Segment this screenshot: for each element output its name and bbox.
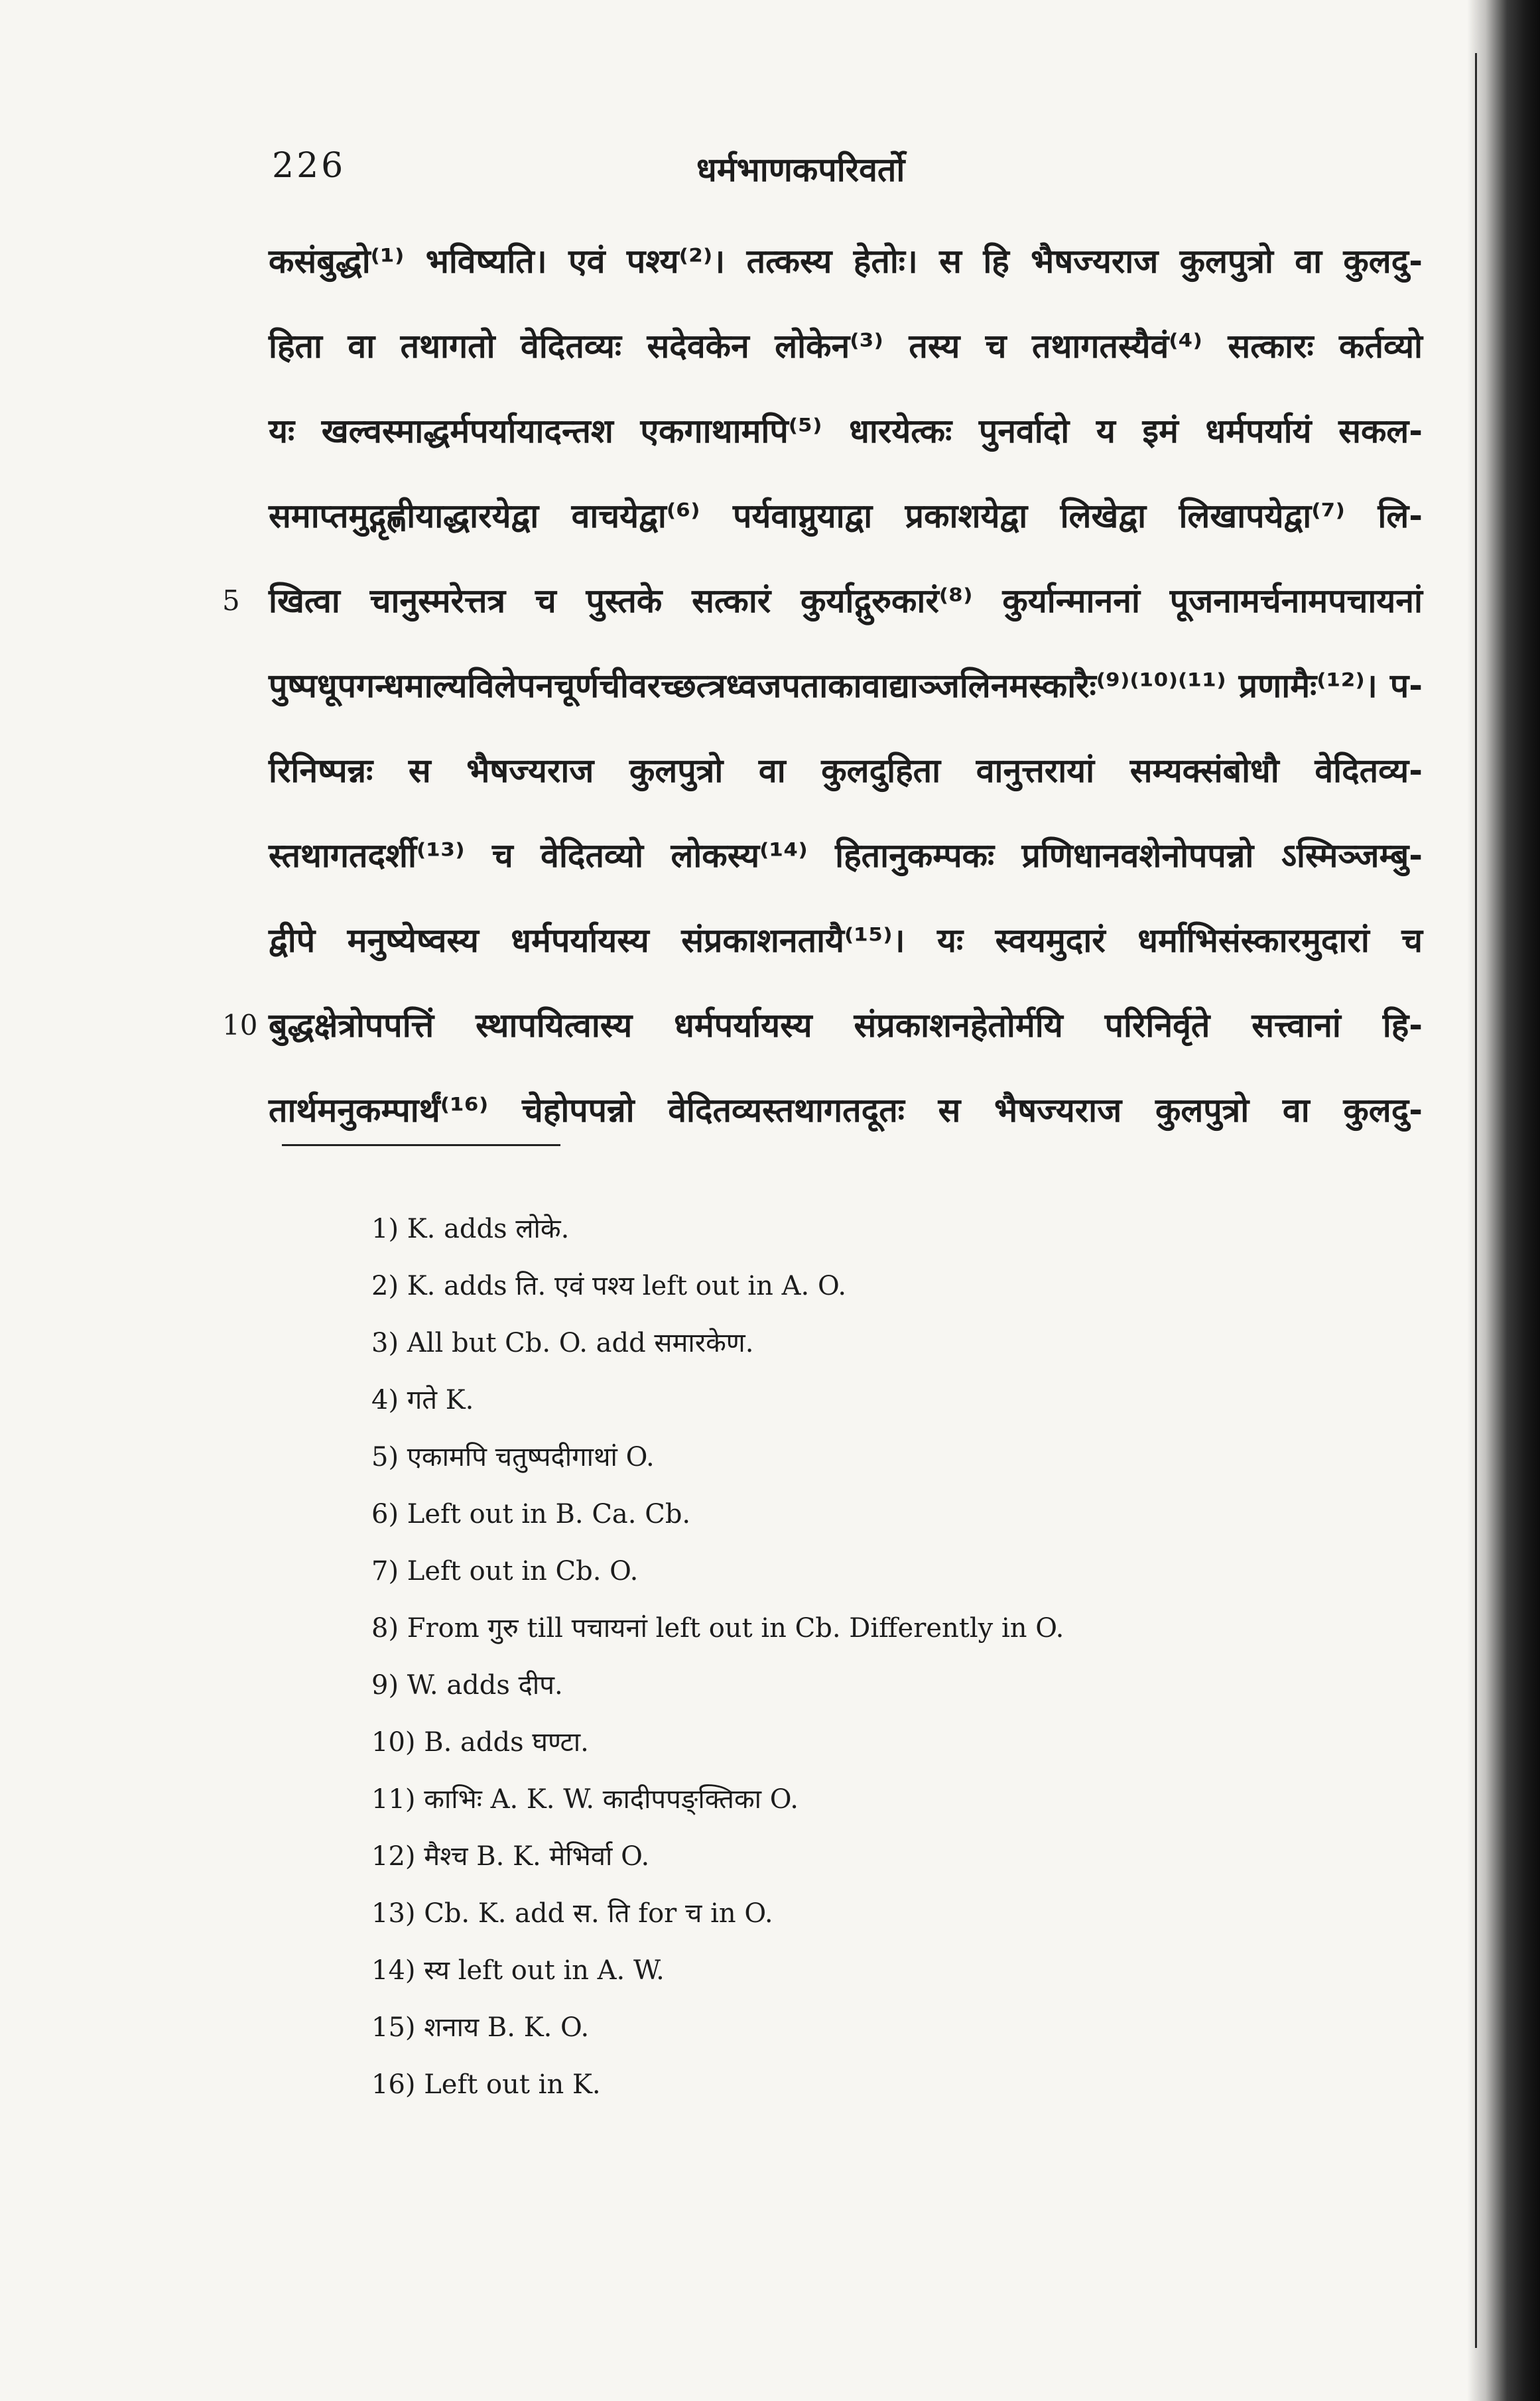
line-text: स्तथागतदर्शी⁽¹³⁾ च वेदितव्यो लोकस्य⁽¹⁴⁾ हितानुकम्पकः प्रणिधानवशेनोपपन्नो ऽस्मिञ्जम्बु- (269, 836, 1423, 875)
line-text: हिता वा तथागतो वेदितव्यः सदेवकेन लोकेन⁽³⁾ तस्य च तथागतस्यैवं⁽⁴⁾ सत्कारः कर्तव्यो (269, 327, 1423, 365)
page-header (272, 146, 1413, 206)
footnote: 8) From गुरु till पचायनां left out in Cb. Differently in O. (371, 1613, 1064, 1644)
page-number: 226 (272, 146, 346, 186)
footnote: 16) Left out in K. (371, 2069, 601, 2100)
footnote: 5) एकामपि चतुष्पदीगाथां O. (371, 1442, 655, 1472)
footnote: 4) गते K. (371, 1385, 474, 1415)
footnote: 13) Cb. K. add स. ति for च in O. (371, 1898, 773, 1929)
footnote: 9) W. adds दीप. (371, 1670, 563, 1701)
text-line (269, 219, 1423, 304)
text-line (269, 304, 1423, 389)
footnote: 15) शनाय B. K. O. (371, 2012, 590, 2043)
footnote: 6) Left out in B. Ca. Cb. (371, 1499, 691, 1529)
footnote: 7) Left out in Cb. O. (371, 1556, 639, 1587)
text-line (222, 558, 1423, 643)
footnote: 14) स्य left out in A. W. (371, 1955, 665, 1986)
footnote-divider (282, 1144, 560, 1146)
line-number: 10 (222, 1009, 258, 1041)
text-line (269, 389, 1423, 474)
text-line (222, 983, 1423, 1068)
text-line (269, 728, 1423, 813)
line-text: रिनिष्पन्नः स भैषज्यराज कुलपुत्रो वा कुलदुहिता वानुत्तरायां सम्यक्संबोधौ वेदितव्य- (269, 751, 1423, 790)
footnote: 10) B. adds घण्टा. (371, 1727, 589, 1758)
line-text: द्वीपे मनुष्येष्वस्य धर्मपर्यायस्य संप्रकाशनतायै⁽¹⁵⁾। यः स्वयमुदारं धर्माभिसंस्कारमुदारां च (269, 921, 1423, 960)
line-number: 5 (222, 584, 240, 617)
running-title: धर्मभाणकपरिवर्तो (696, 151, 905, 189)
text-line (269, 643, 1423, 728)
footnote: 2) K. adds ति. एवं पश्य left out in A. O. (371, 1271, 847, 1301)
text-line (269, 898, 1423, 983)
page-edge-shadow (1467, 0, 1540, 2401)
page-edge-line (1475, 53, 1477, 2348)
line-text: पुष्पधूपगन्धमाल्यविलेपनचूर्णचीवरच्छत्त्रध्वजपताकावाद्याञ्जलिनमस्कारैः⁽⁹⁾⁽¹⁰⁾⁽¹¹⁾ प्रणामैः⁽¹²⁾। प- (269, 667, 1423, 705)
footnote: 3) All but Cb. O. add समारकेण. (371, 1328, 754, 1358)
footnote: 1) K. adds लोके. (371, 1214, 570, 1244)
line-text: बुद्धक्षेत्रोपपत्तिं स्थापयित्वास्य धर्मपर्यायस्य संप्रकाशनहेतोर्मयि परिनिर्वृते सत्त्वानां हि- (269, 1006, 1423, 1045)
line-text: समाप्तमुद्गृह्णीयाद्धारयेद्वा वाचयेद्वा⁽⁶⁾ पर्यवाप्नुयाद्वा प्रकाशयेद्वा लिखेद्वा लिखापयेद्वा⁽⁷⁾ लि- (269, 497, 1423, 535)
text-line (269, 1068, 1423, 1153)
line-text: खित्वा चानुस्मरेत्तत्र च पुस्तके सत्कारं कुर्याद्गुरुकारं⁽⁸⁾ कुर्यान्माननां पूजनामर्चनामपचायनां (269, 582, 1423, 620)
line-text: यः खल्वस्माद्धर्मपर्यायादन्तश एकगाथामपि⁽⁵⁾ धारयेत्कः पुनर्वादो य इमं धर्मपर्यायं सकल- (269, 412, 1423, 450)
line-text: कसंबुद्धो⁽¹⁾ भविष्यति। एवं पश्य⁽²⁾। तत्कस्य हेतोः। स हि भैषज्यराज कुलपुत्रो वा कुलदु- (269, 242, 1423, 281)
text-line (269, 813, 1423, 898)
text-line (269, 474, 1423, 558)
footnotes (371, 1200, 1234, 2113)
footnote: 12) मैश्च B. K. मेभिर्वा O. (371, 1841, 650, 1872)
line-text: तार्थमनुकम्पार्थं⁽¹⁶⁾ चेहोपपन्नो वेदितव्यस्तथागतदूतः स भैषज्यराज कुलपुत्रो वा कुलदु- (269, 1091, 1423, 1130)
main-text (222, 219, 1423, 1153)
footnote: 11) काभिः A. K. W. कादीपपङ्क्तिका O. (371, 1784, 799, 1815)
